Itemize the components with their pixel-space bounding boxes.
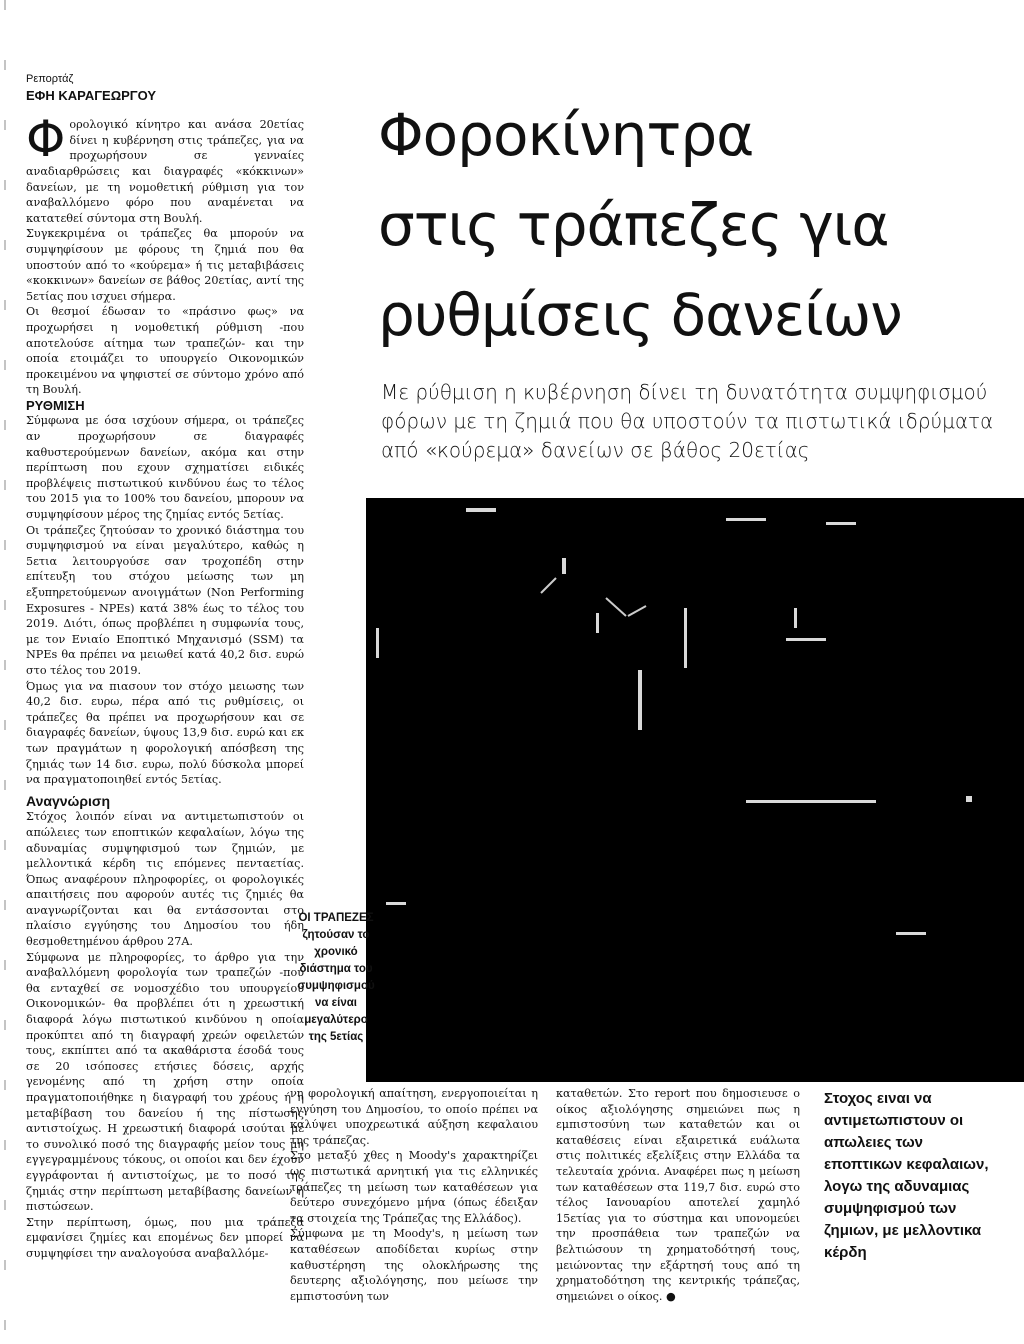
dropcap: Φ <box>26 110 66 169</box>
lead-paragraph <box>26 110 304 226</box>
paragraph-5: Οι τράπεζες ζητούσαν το χρονικό διάστημα του συμψηφισμού να είναι μεγαλύτερο, καθώς η 5ετια λειτουργούσε σαν τροχοπέδη στην επίτευξη του στόχου μείωσης των μη εξυπηρετούμενων ανοιγμάτων (Non Performing Exposures - NPEs) κατά 38% έως το τέλος του 2019. Διότι, όπως προβλέπει η συμφωνία τους, με τον Ενιαίο Εποπτικό Μηχανισμό (SSM) τα NPEs θα πρέπει να μειωθεί κατά 40,2 δισ. ευρώ στο τέλος του 2019. <box>26 523 304 677</box>
margin-marks <box>4 0 6 1344</box>
col2-paragraph-2: Στο μεταξύ χθες η Moody's χαρακτηρίζει ως πιστωτικά αρνητική για τις ελληνικές τράπεζες τη μείωση των καταθέσεων για δεύτερο συνεχόμενο μήνα (όπως έδειξαν τα στοιχεία της Τράπεζας της Ελλάδος). <box>290 1149 538 1225</box>
paragraph-7: Στόχος λοιπόν είναι να αντιμετωπιστούν οι απώλειες των εποπτικών κεφαλαίων, λόγω της αδυναμίας συμψηφισμού των ζημιών, με μελλοντικά κέρδη τις επόμενες πενταετίας. Όπως αναφέρουν πληροφορίες, οι φορολογικές απαιτήσεις που αφορούν αυτές τις ζημιές θα αναγνωρίζονται και θα εντάσσονται στο πλαίσιο εγγύησης του Δημοσίου του ήδη θεσμοθετημένου άρθρου 27Α. <box>26 810 304 949</box>
paragraph-4: Σύμφωνα με όσα ισχύουν σήμερα, οι τράπεζες αν προχωρήσουν σε διαγραφές καθυστερούμενων δανείων, ακόμα και στην περίπτωση που εχουν σχηματίσει ειδικές προβλέψεις πιστωτικού κινδύνου έως το τέλος του 2015 για το 100% του δανείου, μπορουν να συμψηφίσουν μέρος της ζημίας εντός 5ετίας. <box>26 414 304 522</box>
subheading: Με ρύθμιση η κυβέρνηση δίνει τη δυνατότητα συμψηφισμού φόρων με τη ζημιά που θα υποστούν τα πιστωτικά ιδρύματα από «κούρεμα» δανείων σε βάθος 20ετίας <box>381 380 994 462</box>
paragraph-9: Στην περίπτωση, όμως, που μια τράπεζα εμφανίσει ζημίες και επομένως δεν μπορεί να συμψηφίσει την αναλογούσα αναβαλλόμε- <box>26 1215 304 1260</box>
paragraph-6: Όμως για να πιασουν τον στόχο μειωσης των 40,2 δισ. ευρω, πέρα από τις ρυθμίσεις, οι τράπεζες θα πρέπει να προχωρήσουν και σε διαγραφές δανείων, ύψους 13,9 δισ. ευρώ και εκ των πραγμάτων η φορολογική απόσβεση της ζημιάς των 14 δισ. ευρω, πολύ δύσκολα μπορεί να πραγματοποιηθεί εντός 5ετίας. <box>26 679 304 787</box>
article-column-3 <box>556 1086 800 1304</box>
paragraph-1: ορολογικό κίνητρο και ανάσα 20ετίας δίνει η κυβέρνηση στις τράπεζες, για να προχωρήσουν σε γενναίες αναδιαρθρώσεις και διαγραφές «κόκκινων» δανείων, με τη νομοθετική ρύθμιση για τον αναβαλλόμενο φόρο που αναμένεται να κατατεθεί σύντομα στη Βουλή. <box>26 118 304 225</box>
article-column-1 <box>26 72 304 1262</box>
headline-line-1: Φοροκίνητρα <box>378 101 754 169</box>
callout-quote: ΟΙ ΤΡΑΠΕΖΕΣ ζητούσαν το χρονικό διάστημα του συμψηφισμού να είναι μεγαλύτερο της 5ετίας <box>297 912 375 1043</box>
side-label: ΡΥΘΜΙΣΗ <box>26 397 85 413</box>
rubric: Ρεπορτάζ <box>26 73 74 85</box>
parliament-photo <box>366 498 1024 1082</box>
col3-paragraph: καταθετών. Στο report που δημοσιευσε ο οίκος αξιολόγησης σημειώνει πως η εμπιστοσύνη των καταθετών και οι καταθέσεις είναι εξαιρετικά ευάλωτα στις πολιτικές εξελίξεις στην Ελλάδα τα τελευταία χρόνια. Αναφέρει πως η μείωση των καταθέσεων στα 119,7 δισ. ευρώ στο τέλος Ιανουαρίου αποτελεί χαμηλό 15ετίας για το σύστημα και υπονομεύει την προσπάθεια των τραπεζών να βελτιώσουν τη χρηματοδότησή τους, μειώνοντας την εξάρτησή τους από τη χρηματοδότηση της κεντρικής τράπεζας, σημειώνει ο οίκος. ● <box>556 1087 800 1303</box>
headline <box>378 90 1018 360</box>
headline-line-3: ρυθμίσεις δανείων <box>378 281 902 349</box>
paragraph-2: Συγκεκριμένα οι τράπεζες θα μπορούν να συμψηφίσουν με φόρους τη ζημιά που θα υποστούν από το «κούρεμα» ή τις μεταβιβάσεις «κοκκινων» δανείων σε βάθος 20ετίας, αντί της 5ετίας που ισχυει σήμερα. <box>26 227 304 303</box>
paragraph-3: Οι θεσμοί έδωσαν το «πράσινο φως» να προχωρήσει η νομοθετική ρύθμιση -που αποτελούσε αίτημα των τραπεζών- και την οποία ετοιμάζει το υπουργείο Οικονομικών προκειμένου να ψηφιστεί σε σύντομο χρόνο από τη Βουλή. <box>26 305 304 397</box>
photo-shapes <box>366 498 1024 1082</box>
pull-quote: Στοχος ειναι να αντιμετωπιστουν οι απωλειες των εποπτικων κεφαλαιων, λογω της αδυναμιας συμψηφισμού των ζημιων, με μελλοντικα κέρδη <box>824 1090 989 1261</box>
col2-paragraph-3: Σύμφωνα με τη Moody's, η μείωση των καταθέσεων αποδίδεται κυρίως στην καθυστέρηση της ολοκλήρωσης της δευτερης αξιολόγησης, που μείωσε την εμπιστοσύνη των <box>290 1227 538 1303</box>
section-heading: Αναγνώριση <box>26 792 111 809</box>
author-byline: ΕΦΗ ΚΑΡΑΓΕΩΡΓΟΥ <box>26 87 157 103</box>
article-column-2 <box>290 1086 538 1304</box>
headline-line-2: στις τράπεζες για <box>378 191 889 259</box>
paragraph-8: Σύμφωνα με πληροφορίες, το άρθρο για την αναβαλλόμενη φορολογία των τραπεζών -που θα ενταχθεί σε νομοσχέδιο του υπουργείου Οικονομικών- θα προβλέπει ότι η χρεωστική διαφορά λόγω πιστωτικού κινδύνου η οποία προκύπτει από τη διαγραφή χρεών οφειλετών τους, εκπίπτει από τα ακαθάριστα έσοδά τους σε 20 ισόποσες ετήσιες δόσεις, αρχής γενομένης από τη χρήση στην οποία πραγματοποιήθηκε η διαγραφή του χρέους ή η μεταβίβαση του δανείου ή της πίστωσης αντιστοίχως. Η χρεωστική διαφορά ισούται με το συνολικό ποσό της διαγραφής μείον τους μη εγγεγραμμένους τόκους, οι οποίοι και δεν έχουν εγγράφονται ή αντιστοίχως, με το ποσό της ζημιάς στην περίπτωση μεταβίβασης δανείων ή πιστώσεων. <box>26 950 304 1214</box>
col2-paragraph-1: νη φορολογική απαίτηση, ενεργοποιείται η εγγύηση του Δημοσίου, το οποίο πρέπει να καλύψει υποχρεωτικά αύξηση κεφαλαιου της τράπεζας. <box>290 1087 538 1147</box>
